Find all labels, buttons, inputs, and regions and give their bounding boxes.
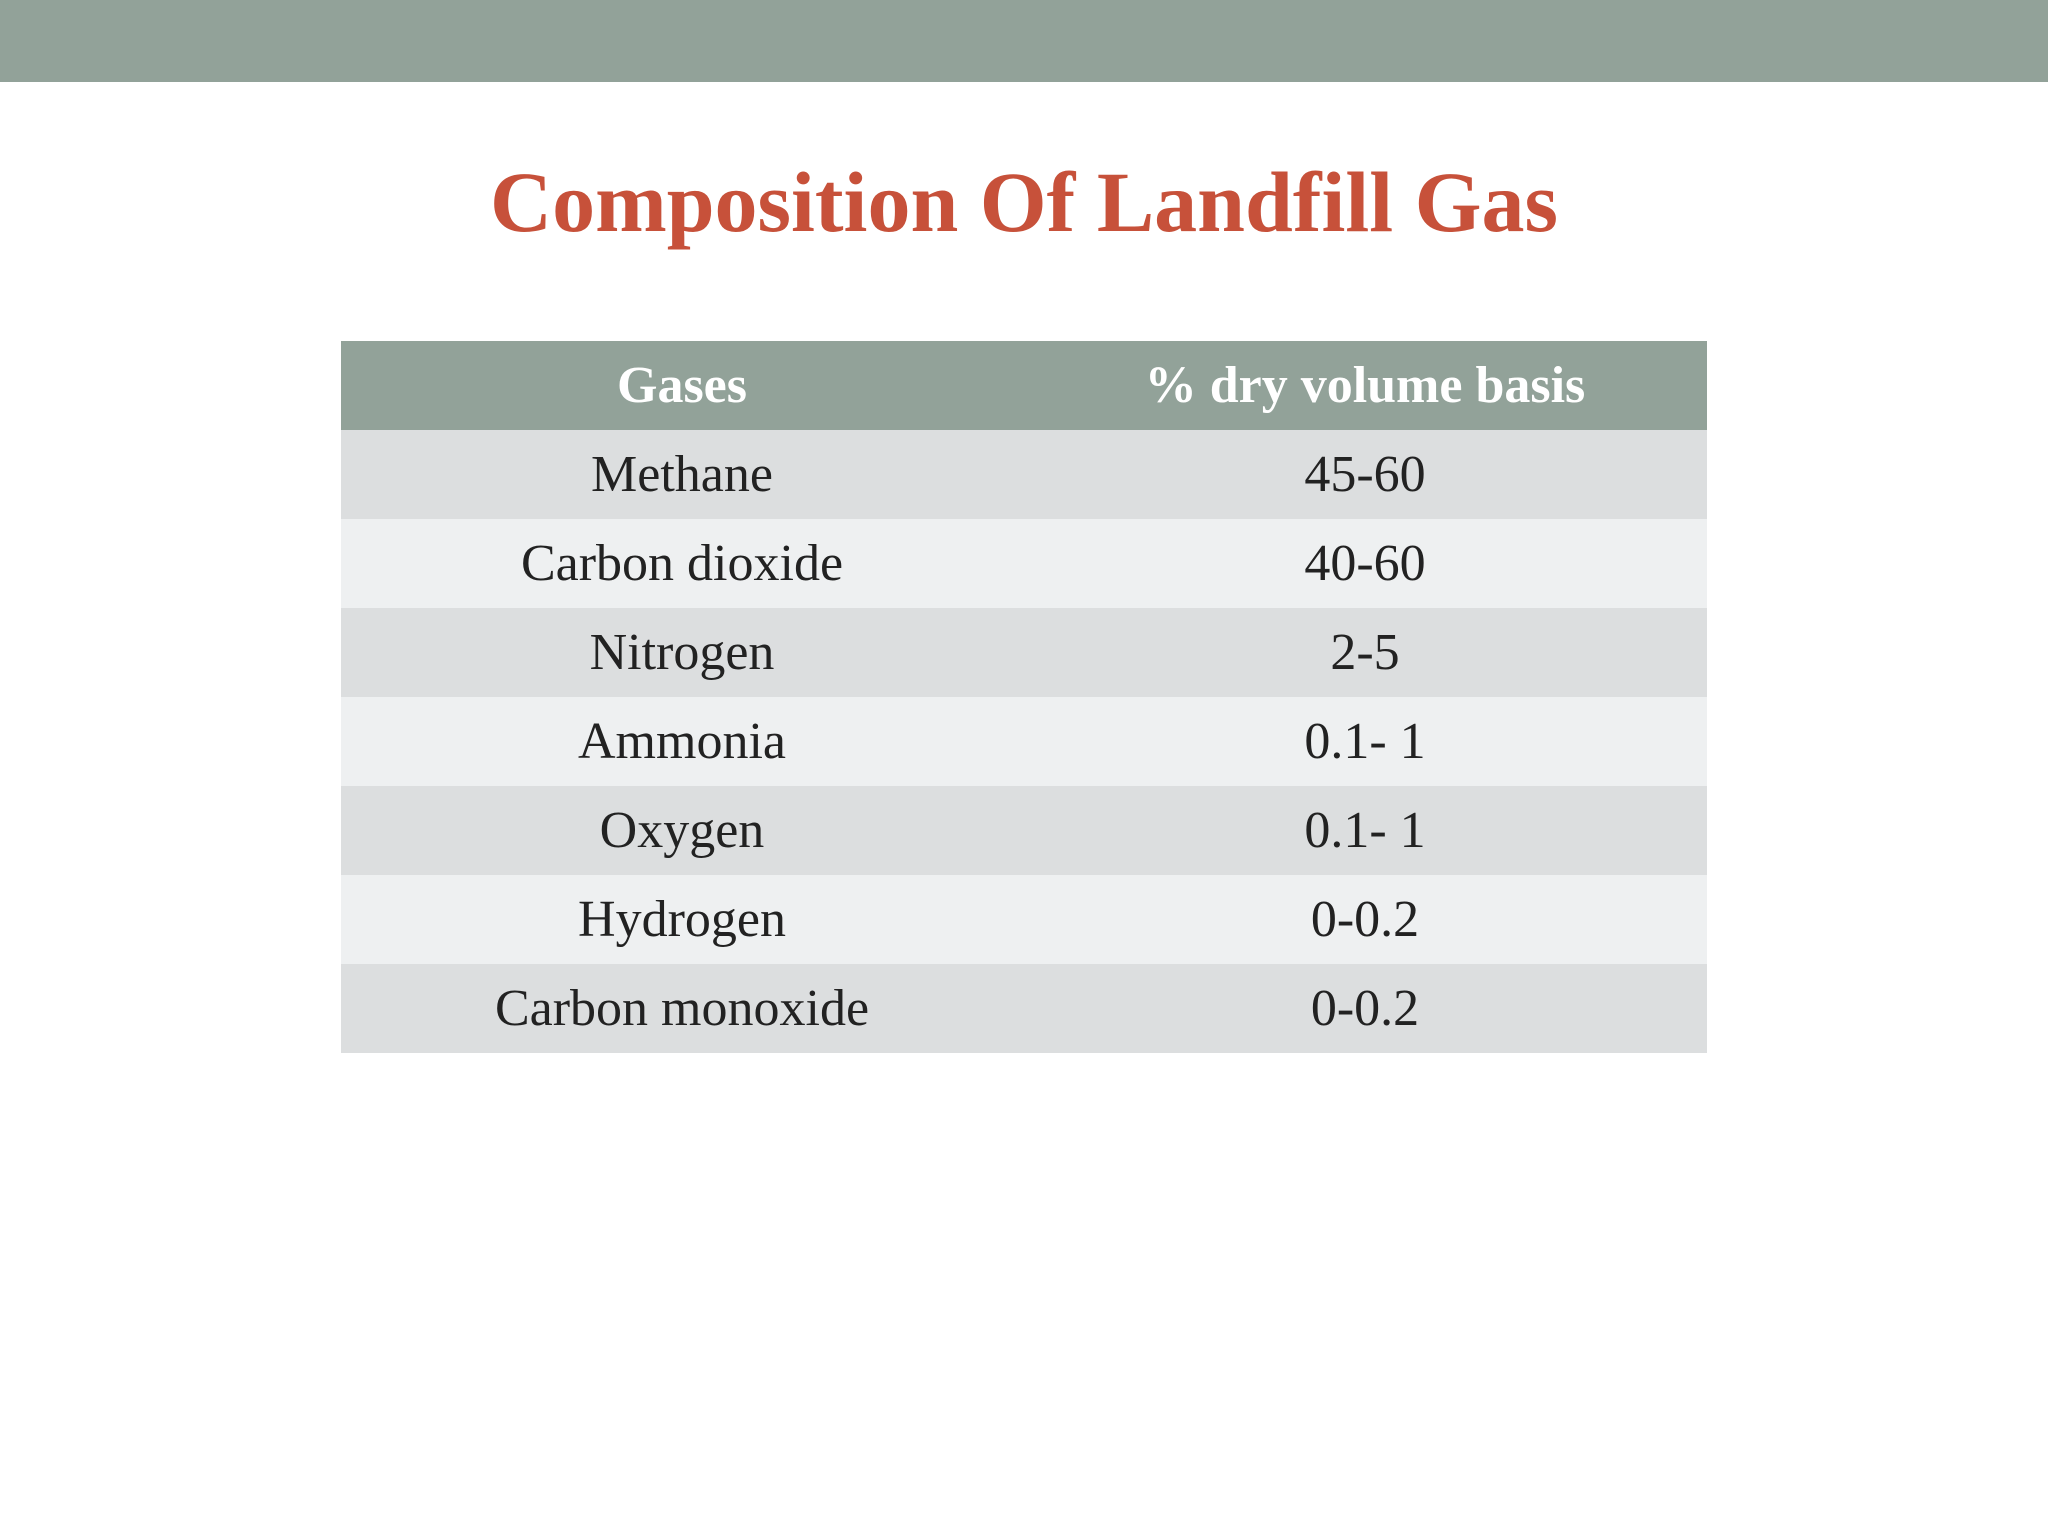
table-row xyxy=(341,430,1707,519)
gas-value-cell: 40-60 xyxy=(1023,519,1707,608)
top-band xyxy=(0,0,2048,82)
gas-name-cell: Carbon dioxide xyxy=(341,519,1023,608)
gas-value-cell: 0-0.2 xyxy=(1023,875,1707,964)
table-row xyxy=(341,786,1707,875)
gas-composition-table xyxy=(341,341,1707,1053)
slide-title: Composition Of Landfill Gas xyxy=(489,154,1559,250)
header-dry-volume: % dry volume basis xyxy=(1023,341,1707,430)
table-row xyxy=(341,697,1707,786)
table-row xyxy=(341,519,1707,608)
gas-value-cell: 0.1- 1 xyxy=(1023,697,1707,786)
table-row xyxy=(341,875,1707,964)
gas-value-cell: 45-60 xyxy=(1023,430,1707,519)
gas-value-cell: 0-0.2 xyxy=(1023,964,1707,1053)
table-row xyxy=(341,964,1707,1053)
header-gases: Gases xyxy=(341,341,1023,430)
gas-name-cell: Hydrogen xyxy=(341,875,1023,964)
table-header-row xyxy=(341,341,1707,430)
gas-value-cell: 0.1- 1 xyxy=(1023,786,1707,875)
gas-name-cell: Carbon monoxide xyxy=(341,964,1023,1053)
gas-value-cell: 2-5 xyxy=(1023,608,1707,697)
table-row xyxy=(341,608,1707,697)
gas-name-cell: Ammonia xyxy=(341,697,1023,786)
gas-name-cell: Methane xyxy=(341,430,1023,519)
gas-name-cell: Oxygen xyxy=(341,786,1023,875)
gas-name-cell: Nitrogen xyxy=(341,608,1023,697)
